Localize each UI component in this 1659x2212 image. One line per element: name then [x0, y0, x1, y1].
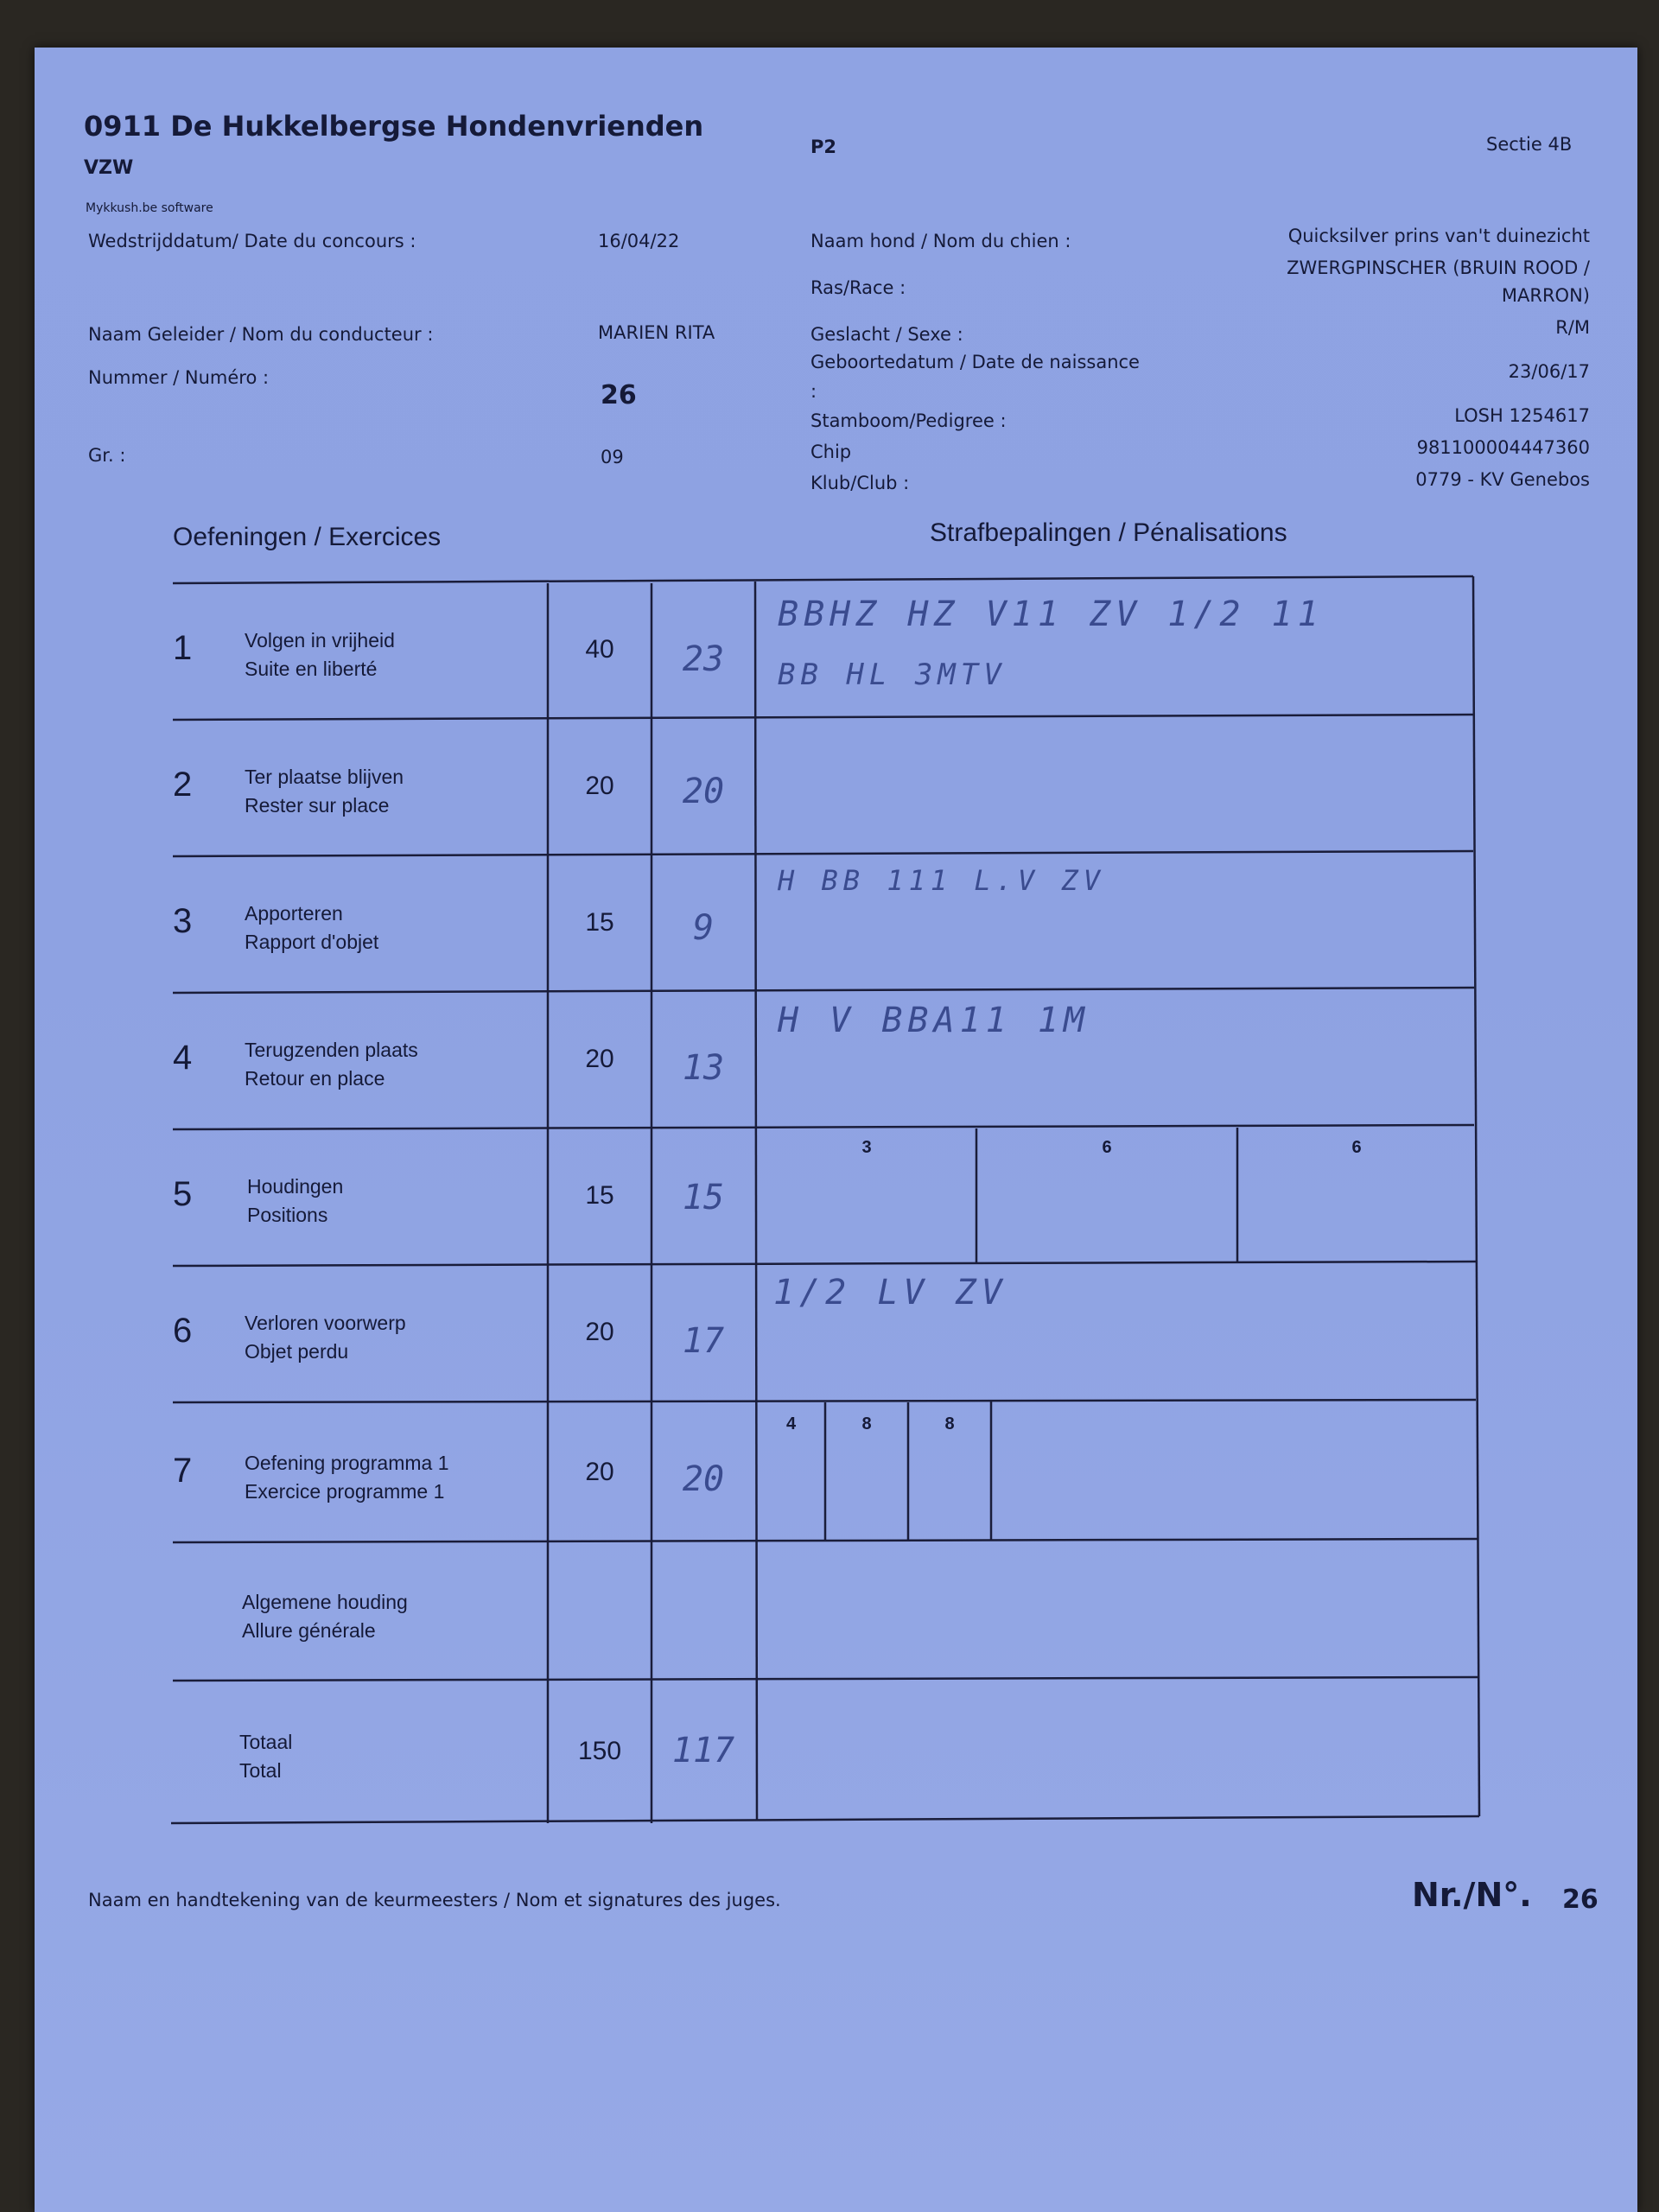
exercise-3-number: 3: [173, 902, 193, 940]
exercise-6-name-fr: Objet perdu: [245, 1340, 349, 1363]
exercise-7-max: 20: [585, 1458, 614, 1486]
sex-label: Geslacht / Sexe :: [810, 324, 963, 345]
exercise-2-name-nl: Ter plaatse blijven: [245, 766, 404, 788]
exercise-7-score: 20: [682, 1459, 725, 1499]
exercise-5-name-fr: Positions: [247, 1204, 328, 1226]
exercise-2-number: 2: [173, 766, 193, 804]
club-label: Klub/Club :: [810, 473, 910, 493]
exercise-6-score: 17: [682, 1321, 725, 1361]
exercise-7-sub-3: 8: [944, 1414, 955, 1433]
handler-value: MARIEN RITA: [598, 322, 715, 343]
exercise-1-name-nl: Volgen in vrijheid: [245, 629, 395, 652]
exercise-2-name: [245, 763, 404, 820]
exercise-7-number: 7: [173, 1452, 193, 1490]
general-conduct-name-fr: Allure générale: [242, 1619, 376, 1642]
exercise-7-name-fr: Exercice programme 1: [245, 1480, 445, 1503]
exercise-4-number: 4: [173, 1039, 193, 1077]
software-credit: Mykkush.be software: [86, 201, 213, 215]
exercise-5-max: 15: [585, 1181, 614, 1210]
exercise-5-number: 5: [173, 1175, 193, 1213]
exercise-1-notes-line2: BB HL 3MTV: [778, 658, 1007, 692]
score-sheet: [35, 48, 1637, 2212]
exercise-4-notes: H V BBA11 1M: [778, 1001, 1090, 1040]
exercise-1-name: [245, 626, 395, 683]
exercise-5-score: 15: [682, 1178, 725, 1217]
section-label: Sectie 4B: [1486, 134, 1573, 155]
class-label: P2: [810, 137, 837, 157]
chip-value: 981100004447360: [1416, 437, 1590, 458]
pedigree-label: Stamboom/Pedigree :: [810, 410, 1007, 431]
exercise-4-name-nl: Terugzenden plaats: [245, 1039, 418, 1061]
vzw-label: VZW: [84, 157, 134, 179]
club-name: 0911 De Hukkelbergse Hondenvrienden: [84, 110, 704, 143]
exercise-5-name-nl: Houdingen: [247, 1175, 344, 1198]
penalties-header: Strafbepalingen / Pénalisations: [930, 518, 1287, 547]
exercise-6-name: [245, 1309, 406, 1366]
nr-label: Nr./N°.: [1412, 1876, 1532, 1914]
exercise-6-max: 20: [585, 1318, 614, 1346]
exercise-1-max: 40: [585, 635, 614, 664]
dog-value: Quicksilver prins van't duinezicht: [1287, 226, 1590, 246]
total-max: 150: [577, 1737, 622, 1765]
exercise-7-name-nl: Oefening programma 1: [245, 1452, 449, 1474]
pedigree-value: LOSH 1254617: [1454, 405, 1590, 426]
handler-label: Naam Geleider / Nom du conducteur :: [88, 324, 434, 345]
exercise-2-name-fr: Rester sur place: [245, 794, 390, 817]
exercise-3-max: 15: [585, 908, 614, 937]
exercise-3-name-nl: Apporteren: [245, 902, 343, 925]
date-label: Wedstrijddatum/ Date du concours :: [88, 231, 416, 251]
exercise-3-score: 9: [692, 908, 715, 948]
exercise-2-max: 20: [585, 772, 614, 800]
exercise-2-score: 20: [682, 772, 725, 811]
exercise-5-sub-2: 6: [1102, 1138, 1112, 1157]
exercise-3-notes: H BB 111 L.V ZV: [778, 864, 1105, 897]
exercise-3-name: [245, 899, 378, 957]
exercise-3-name-fr: Rapport d'objet: [245, 931, 379, 953]
total-name: [239, 1728, 292, 1785]
birth-label-colon: :: [810, 381, 817, 402]
exercise-5-sub-3: 6: [1351, 1138, 1362, 1157]
club-value: 0779 - KV Genebos: [1415, 469, 1590, 490]
chip-label: Chip: [810, 442, 852, 462]
exercise-1-score: 23: [682, 639, 725, 679]
exercises-header: Oefeningen / Exercices: [173, 523, 442, 551]
exercise-1-number: 1: [173, 629, 193, 667]
exercise-7-name: [245, 1449, 449, 1506]
sex-value: R/M: [1555, 317, 1590, 338]
group-label: Gr. :: [88, 445, 126, 466]
exercise-6-name-nl: Verloren voorwerp: [245, 1312, 406, 1334]
number-label: Nummer / Numéro :: [88, 367, 270, 388]
breed-value-line1: ZWERGPINSCHER (BRUIN ROOD /: [1287, 257, 1590, 278]
exercise-4-name: [245, 1036, 418, 1093]
total-name-nl: Totaal: [239, 1731, 293, 1753]
birth-value: 23/06/17: [1508, 361, 1590, 382]
breed-value-line2: MARRON): [1501, 285, 1590, 306]
dog-label: Naam hond / Nom du chien :: [810, 231, 1071, 251]
exercise-5-sub-1: 3: [861, 1138, 872, 1157]
exercise-6-number: 6: [173, 1312, 193, 1350]
exercise-7-sub-2: 8: [861, 1414, 872, 1433]
exercise-4-name-fr: Retour en place: [245, 1067, 385, 1090]
birth-label: Geboortedatum / Date de naissance: [810, 352, 1140, 372]
exercise-1-name-fr: Suite en liberté: [245, 658, 378, 680]
exercise-5-name: [247, 1173, 343, 1230]
general-conduct-name: [242, 1588, 408, 1645]
date-value: 16/04/22: [598, 231, 680, 251]
nr-value: 26: [1562, 1885, 1599, 1915]
group-value: 09: [601, 447, 624, 467]
exercise-4-score: 13: [682, 1048, 725, 1088]
breed-label: Ras/Race :: [810, 277, 906, 298]
exercise-4-max: 20: [585, 1045, 614, 1073]
total-name-fr: Total: [239, 1759, 282, 1782]
exercise-1-notes-line1: BBHZ HZ V11 ZV 1/2 11: [778, 594, 1324, 634]
total-score: 117: [671, 1731, 735, 1770]
general-conduct-name-nl: Algemene houding: [242, 1591, 408, 1613]
number-value: 26: [601, 380, 637, 410]
exercise-6-notes: 1/2 LV ZV: [773, 1273, 1007, 1313]
exercise-7-sub-1: 4: [785, 1414, 797, 1433]
score-table-grid: [35, 48, 1637, 2212]
judges-signature-label: Naam en handtekening van de keurmeesters / Nom et signatures des juges.: [88, 1890, 781, 1910]
